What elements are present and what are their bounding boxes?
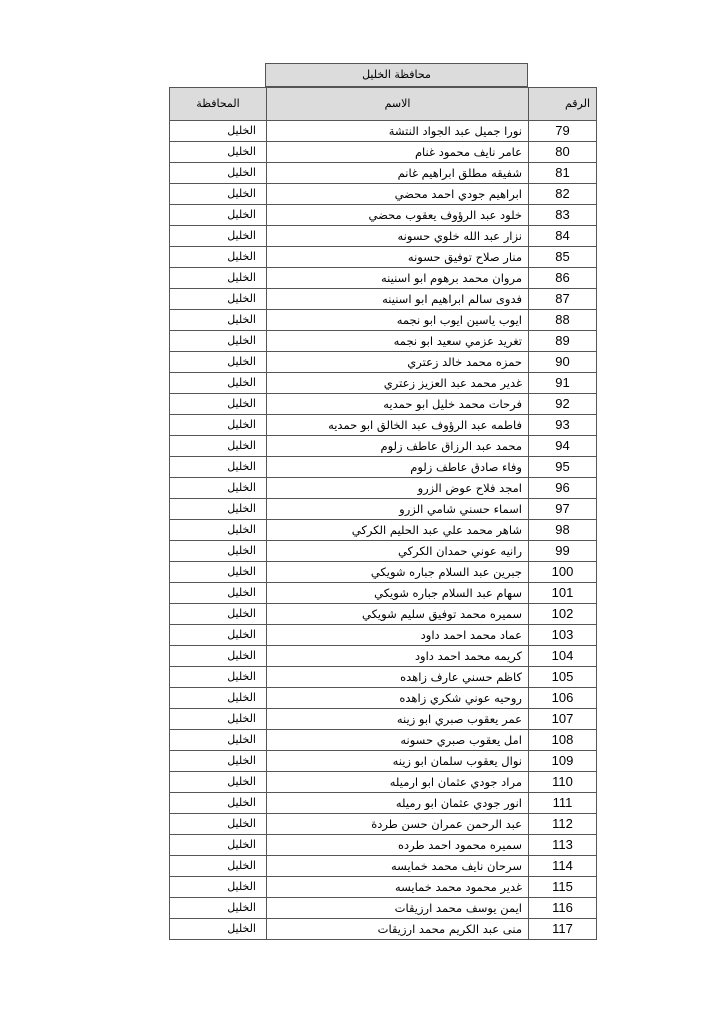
table-row bbox=[169, 583, 597, 604]
row-name: نزار عبد الله خلوي حسونه bbox=[266, 226, 529, 246]
row-governorate: الخليل bbox=[227, 313, 256, 326]
row-governorate: الخليل bbox=[227, 523, 256, 536]
row-name: جبرين عبد السلام جباره شويكي bbox=[266, 562, 529, 582]
row-name: غدير محمد عبد العزيز زعتري bbox=[266, 373, 529, 393]
row-governorate: الخليل bbox=[227, 670, 256, 683]
table-title: محافظة الخليل bbox=[265, 63, 528, 87]
row-governorate: الخليل bbox=[227, 544, 256, 557]
row-name: عبد الرحمن عمران حسن طردة bbox=[266, 814, 529, 834]
row-number: 109 bbox=[551, 753, 574, 768]
row-number: 92 bbox=[555, 396, 570, 411]
row-name: امل يعقوب صبري حسونه bbox=[266, 730, 529, 750]
table-body bbox=[169, 121, 597, 940]
row-name: سميره محمد توفيق سليم شويكي bbox=[266, 604, 529, 624]
row-number: 113 bbox=[552, 837, 573, 852]
row-number: 79 bbox=[555, 123, 570, 138]
row-name: فرحات محمد خليل ابو حمديه bbox=[266, 394, 529, 414]
table-row bbox=[169, 751, 597, 772]
table-row bbox=[169, 625, 597, 646]
row-number: 108 bbox=[551, 732, 574, 747]
row-number: 90 bbox=[555, 354, 570, 369]
row-name: منار صلاح توفيق حسونه bbox=[266, 247, 529, 267]
row-governorate: الخليل bbox=[227, 796, 256, 809]
row-name: وفاء صادق عاطف زلوم bbox=[266, 457, 529, 477]
table-row bbox=[169, 184, 597, 205]
table-row bbox=[169, 310, 597, 331]
row-name: محمد عبد الرزاق عاطف زلوم bbox=[266, 436, 529, 456]
row-name: شاهر محمد علي عبد الحليم الكركي bbox=[266, 520, 529, 540]
row-number: 98 bbox=[555, 522, 570, 537]
row-name: سميره محمود احمد طرده bbox=[266, 835, 529, 855]
row-name: غدير محمود محمد خمايسه bbox=[266, 877, 529, 897]
table-row bbox=[169, 436, 597, 457]
row-name: كريمه محمد احمد داود bbox=[266, 646, 529, 666]
table-row bbox=[169, 604, 597, 625]
table-row bbox=[169, 352, 597, 373]
table-row bbox=[169, 646, 597, 667]
row-number: 88 bbox=[555, 312, 570, 327]
row-number: 96 bbox=[555, 480, 570, 495]
row-name: حمزه محمد خالد زعتري bbox=[266, 352, 529, 372]
table-row bbox=[169, 226, 597, 247]
row-governorate: الخليل bbox=[227, 439, 256, 452]
table-row bbox=[169, 688, 597, 709]
row-number: 82 bbox=[555, 186, 570, 201]
row-governorate: الخليل bbox=[227, 649, 256, 662]
row-governorate: الخليل bbox=[227, 880, 256, 893]
row-governorate: الخليل bbox=[227, 754, 256, 767]
row-number: 97 bbox=[555, 501, 570, 516]
table-row bbox=[169, 541, 597, 562]
row-governorate: الخليل bbox=[227, 733, 256, 746]
row-governorate: الخليل bbox=[227, 376, 256, 389]
row-name: فاطمه عبد الرؤوف عبد الخالق ابو حمديه bbox=[266, 415, 529, 435]
row-name: ابراهيم جودي احمد محضي bbox=[266, 184, 529, 204]
row-number: 81 bbox=[555, 165, 570, 180]
table-row bbox=[169, 121, 597, 142]
table-row bbox=[169, 205, 597, 226]
row-name: ايمن يوسف محمد ارزيقات bbox=[266, 898, 529, 918]
table-row bbox=[169, 772, 597, 793]
table-row bbox=[169, 457, 597, 478]
row-governorate: الخليل bbox=[227, 817, 256, 830]
table-row bbox=[169, 142, 597, 163]
row-governorate: الخليل bbox=[227, 418, 256, 431]
table-row bbox=[169, 163, 597, 184]
row-name: اسماء حسني شامي الزرو bbox=[266, 499, 529, 519]
row-governorate: الخليل bbox=[227, 775, 256, 788]
row-number: 84 bbox=[555, 228, 570, 243]
row-number: 87 bbox=[555, 291, 570, 306]
row-name: شفيقه مطلق ابراهيم غانم bbox=[266, 163, 529, 183]
row-number: 106 bbox=[551, 690, 574, 705]
row-name: رانيه عوني حمدان الكركي bbox=[266, 541, 529, 561]
row-name: كاظم حسني عارف زاهده bbox=[266, 667, 529, 687]
header-number: الرقم bbox=[564, 97, 590, 110]
row-name: روحيه عوني شكري زاهده bbox=[266, 688, 529, 708]
table-header bbox=[169, 87, 597, 121]
row-governorate: الخليل bbox=[227, 712, 256, 725]
table-row bbox=[169, 814, 597, 835]
table-row bbox=[169, 898, 597, 919]
row-governorate: الخليل bbox=[227, 292, 256, 305]
row-governorate: الخليل bbox=[227, 334, 256, 347]
row-name: عامر نايف محمود غنام bbox=[266, 142, 529, 162]
header-governorate: المحافظة bbox=[196, 97, 240, 110]
table-row bbox=[169, 499, 597, 520]
row-governorate: الخليل bbox=[227, 397, 256, 410]
table-row bbox=[169, 331, 597, 352]
row-number: 102 bbox=[551, 606, 574, 621]
table-row bbox=[169, 415, 597, 436]
row-number: 100 bbox=[551, 564, 574, 579]
row-name: امجد فلاح عوض الزرو bbox=[266, 478, 529, 498]
row-number: 80 bbox=[555, 144, 570, 159]
row-number: 99 bbox=[555, 543, 570, 558]
table-row bbox=[169, 562, 597, 583]
row-name: سهام عبد السلام جباره شويكي bbox=[266, 583, 529, 603]
row-governorate: الخليل bbox=[227, 565, 256, 578]
row-governorate: الخليل bbox=[227, 607, 256, 620]
row-number: 116 bbox=[552, 900, 573, 915]
row-number: 105 bbox=[551, 669, 574, 684]
row-governorate: الخليل bbox=[227, 460, 256, 473]
row-number: 91 bbox=[555, 375, 570, 390]
row-number: 104 bbox=[551, 648, 574, 663]
row-number: 110 bbox=[552, 774, 573, 789]
row-name: مروان محمد برهوم ابو اسنينه bbox=[266, 268, 529, 288]
row-number: 93 bbox=[555, 417, 570, 432]
row-name: ايوب ياسين ايوب ابو نجمه bbox=[266, 310, 529, 330]
table-row bbox=[169, 394, 597, 415]
table-row bbox=[169, 520, 597, 541]
table-row bbox=[169, 793, 597, 814]
row-governorate: الخليل bbox=[227, 628, 256, 641]
row-number: 115 bbox=[552, 879, 573, 894]
row-name: نوال يعقوب سلمان ابو زينه bbox=[266, 751, 529, 771]
table-row bbox=[169, 919, 597, 940]
row-governorate: الخليل bbox=[227, 481, 256, 494]
row-governorate: الخليل bbox=[227, 187, 256, 200]
table-row bbox=[169, 373, 597, 394]
row-name: تغريد عزمي سعيد ابو نجمه bbox=[266, 331, 529, 351]
table-row bbox=[169, 856, 597, 877]
table-row bbox=[169, 268, 597, 289]
row-governorate: الخليل bbox=[227, 229, 256, 242]
row-number: 114 bbox=[552, 858, 573, 873]
row-governorate: الخليل bbox=[227, 145, 256, 158]
row-number: 101 bbox=[551, 585, 574, 600]
row-governorate: الخليل bbox=[227, 250, 256, 263]
row-name: مراد جودي عثمان ابو ارميله bbox=[266, 772, 529, 792]
row-number: 86 bbox=[555, 270, 570, 285]
row-governorate: الخليل bbox=[227, 208, 256, 221]
row-governorate: الخليل bbox=[227, 901, 256, 914]
table-row bbox=[169, 877, 597, 898]
row-number: 83 bbox=[555, 207, 570, 222]
table-row bbox=[169, 289, 597, 310]
row-governorate: الخليل bbox=[227, 859, 256, 872]
row-governorate: الخليل bbox=[227, 838, 256, 851]
row-governorate: الخليل bbox=[227, 271, 256, 284]
row-number: 112 bbox=[552, 816, 573, 831]
row-number: 107 bbox=[551, 711, 574, 726]
table-row bbox=[169, 478, 597, 499]
header-name: الاسم bbox=[266, 88, 529, 120]
table-row bbox=[169, 247, 597, 268]
row-name: فدوى سالم ابراهيم ابو اسنينه bbox=[266, 289, 529, 309]
row-name: عماد محمد احمد داود bbox=[266, 625, 529, 645]
row-governorate: الخليل bbox=[227, 502, 256, 515]
row-name: انور جودي عثمان ابو رميله bbox=[266, 793, 529, 813]
row-number: 94 bbox=[555, 438, 570, 453]
table-row bbox=[169, 730, 597, 751]
row-name: سرحان نايف محمد خمايسه bbox=[266, 856, 529, 876]
row-number: 85 bbox=[555, 249, 570, 264]
row-governorate: الخليل bbox=[227, 922, 256, 935]
row-governorate: الخليل bbox=[227, 355, 256, 368]
row-governorate: الخليل bbox=[227, 691, 256, 704]
row-governorate: الخليل bbox=[227, 166, 256, 179]
row-number: 111 bbox=[552, 795, 573, 810]
table-row bbox=[169, 709, 597, 730]
row-number: 89 bbox=[555, 333, 570, 348]
table-row bbox=[169, 667, 597, 688]
table-row bbox=[169, 835, 597, 856]
row-name: عمر يعقوب صبري ابو زينه bbox=[266, 709, 529, 729]
row-governorate: الخليل bbox=[227, 586, 256, 599]
row-name: نورا جميل عبد الجواد النتشة bbox=[266, 121, 529, 141]
row-name: منى عبد الكريم محمد ارزيقات bbox=[266, 919, 529, 939]
row-number: 95 bbox=[555, 459, 570, 474]
row-number: 117 bbox=[552, 921, 573, 936]
row-governorate: الخليل bbox=[227, 124, 256, 137]
row-number: 103 bbox=[551, 627, 574, 642]
row-name: خلود عبد الرؤوف يعقوب محضي bbox=[266, 205, 529, 225]
